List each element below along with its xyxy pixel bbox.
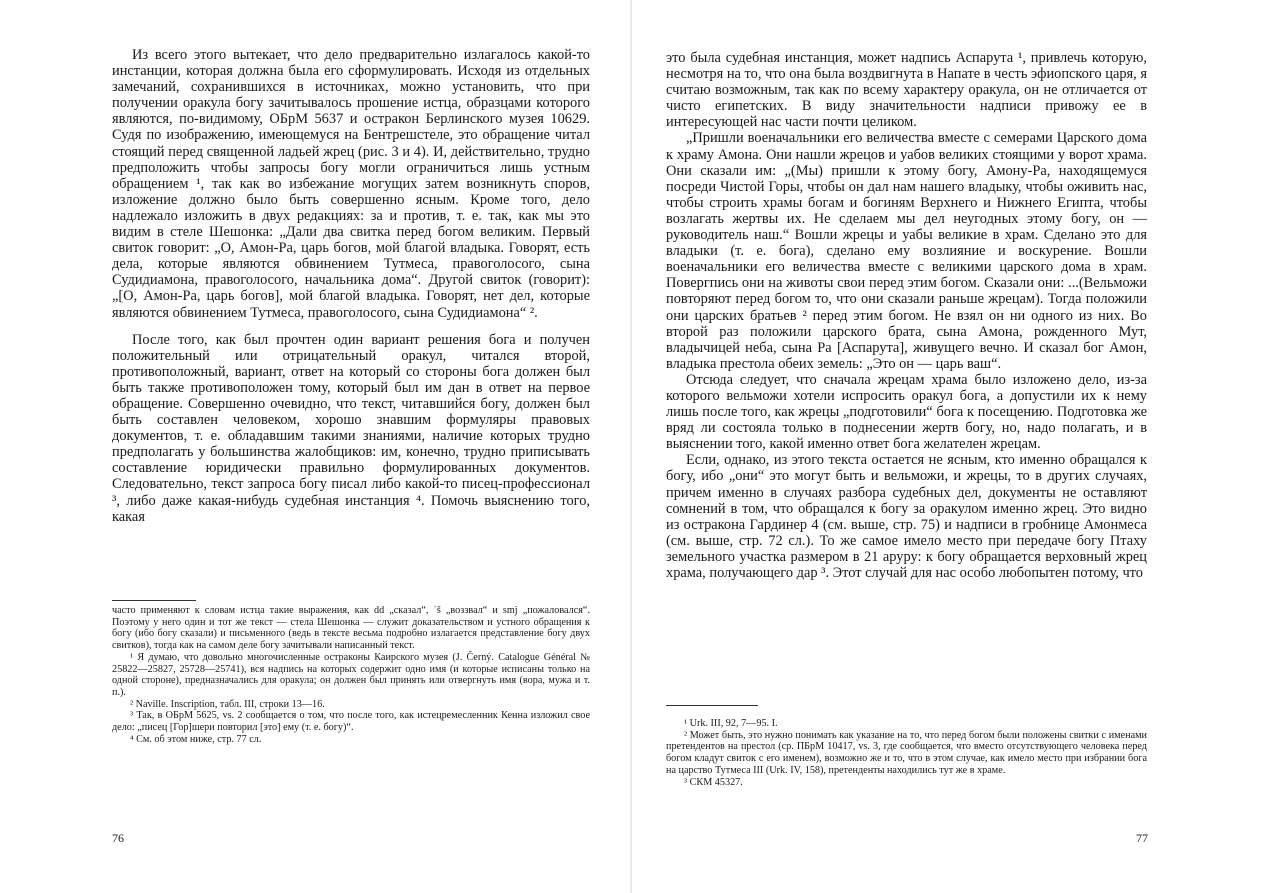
footnote: часто применяют к словам истца такие выражения, как dd „сказал“, ʿš „воззвал“ и smj „пожаловался“. Поэтому у него один и тот же текст — стела Шешонка — служит доказательством и устного обращения к богу (ибо богу сказали) и письменного (ведь в тексте весьма подробно излагается представление богу двух свитков), тогда как на самом деле богу зачитывали написанный текст. bbox=[112, 605, 590, 652]
footnote: ⁴ См. об этом ниже, стр. 77 сл. bbox=[130, 733, 262, 745]
footnote: ² Может быть, это нужно понимать как указание на то, что перед богом были положены свитки с именами претендентов на престол (ср. ПБрМ 10417, vs. 3, где сообщается, что вместо отсутствующего человека перед богом кладут свиток с его именем), возможно же и то, что в этом случае, как имело место при избрании бога на царство Тутмеса III (Urk. IV, 158), претенденты находились тут же в храме. bbox=[666, 729, 1147, 776]
footnote: ¹ Я думаю, что довольно многочисленные остраконы Каирского музея (J. Černý. Catalogue Général № 25822—25827, 25728—25741), вся надпись на которых содержит одно имя (и которые исписаны только на одной стороне), предназначались для оракула; он должен был принять или отвергнуть имя (вора, мужа и т. п.). bbox=[112, 651, 590, 698]
paragraph: После того, как был прочтен один вариант решения бога и получен положительный или отрицательный оракул, читался второй, противоположный, вариант, ответ на который со стороны бога должен был быть также противоположен тому, который был им дан в ответ на первое обращение. Совершенно очевидно, что текст, читавшийся богу, должен был быть составлен человеком, хорошо знавшим формуляры правовых документов, т. е. обладавшим такими знаниями, наличие которых трудно предполагать у большинства жалобщиков: им, конечно, трудно приписывать составление юридически правильно формулированных документов. Следовательно, текст запроса богу писал либо какой-то писец-профессионал ³, либо даже какая-нибудь судебная инстанция ⁴. Помочь выяснению того, какая bbox=[112, 331, 590, 525]
left-page bbox=[0, 0, 631, 893]
footnote-divider bbox=[112, 600, 196, 601]
paragraph: Из всего этого вытекает, что дело предварительно излагалось какой-то инстанции, которая должна была его сформулировать. Исходя из отдельных замечаний, сохранившихся в источниках, можно установить, что при получении оракула богу зачитывалось прошение истца, образцами которого являются, по-видимому, ОБрМ 5637 и остракон Берлинского музея 10629. Судя по изображению, имеющемуся на Бентрешстеле, это обращение читал стоящий перед священной ладьей жрец (рис. 3 и 4). И, действительно, трудно предположить чтобы запросы богу могли ограничиться лишь устным обращением ¹, так как во избежание могущих затем возникнуть споров, изложение должно было быть совершенно ясным. Кроме того, дело надлежало изложить в двух редакциях: за и против, т. е. так, как мы это видим в стеле Шешонка: „Дали два свитка перед богом великим. Первый свиток говорит: „О, Амон-Ра, царь богов, мой благой владыка. Говорят, есть дела, которые являются обвинением Тутмеса, правоголосого, сына Судидиамона, правоголосого, начальника дома“. Другой свиток (говорит): „[О, Амон-Ра, царь богов], мой благой владыка. Говорят, нет дел, которые являются обвинением Тутмеса, правоголосого, сына Судидиамона“ ². bbox=[112, 47, 590, 321]
right-page-footnotes bbox=[666, 718, 1147, 788]
paragraph: это была судебная инстанция, может надпись Аспарута ¹, привлечь которую, несмотря на то, что она была воздвигнута в Напате в честь эфиопского царя, я считаю возможным, так как по всему характеру оракула, он не отличается от чисто египетских. В виду значительности надписи привожу ее в интересующей нас части почти целиком. bbox=[666, 50, 1147, 131]
footnote: ³ Так, в ОБрМ 5625, vs. 2 сообщается о том, что после того, как истецремесленник Кенна изложил свое дело: „писец [Гор]шери повторил [это] ему (т. е. богу)“. bbox=[112, 710, 590, 734]
right-page-body bbox=[666, 50, 1147, 581]
footnote: ² Naville. Inscription, табл. III, строки 13—16. bbox=[130, 698, 325, 710]
page-number: 77 bbox=[1136, 831, 1148, 845]
left-page-footnotes bbox=[112, 605, 590, 745]
page-number: 76 bbox=[112, 831, 124, 845]
paragraph: Отсюда следует, что сначала жрецам храма было изложено дело, из-за которого вельможи хотели испросить оракул бога, а допустили их к нему лишь после того, как жрецы „подготовили“ бога к посещению. Подготовка же вряд ли состояла только в поднесении жертв богу, но, надо полагать, и в выяснении того, какой именно ответ бога желателен жрецам. bbox=[666, 371, 1147, 453]
paragraph: „Пришли военачальники его величества вместе с семерами Царского дома к храму Амона. Они нашли жрецов и уабов великих стоящими у ворот храма. Они сказали им: „(Мы) пришли к этому богу, Амону-Ра, находящемуся посреди Чистой Горы, чтобы он дал нам нашего владыку, чтобы оживить нас, чтобы строить храмы богам и богиням Верхнего и Нижнего Египта, чтобы возлагать жертвы их. Не сделаем мы дел неугодных этому богу, он — руководитель наш.“ Вошли жрецы и уабы великие в храм. Сделано это для владыки (т. е. бога), сделано ему возлияние и воскурение. Вошли военачальники его величества вместе с великими царского дома в храм. Повергпись они на животы свои перед этим богом. Сказали они: ...(Вельможи повторяют перед богом то, что они сказали раньше жрецам). Тогда положили они царских братьев ² перед этим богом. Не взял он ни одного из них. Во второй раз положили царского брата, сына Амона, рожденного Мут, владычицей неба, сына Ра [Аспарута], живущего вечно. И сказал бог Амон, владыка престола обеих земель: „Это он — царь ваш“. bbox=[666, 130, 1147, 372]
left-page-body bbox=[112, 47, 590, 525]
paragraph: Если, однако, из этого текста остается не ясным, кто именно обращался к богу, ибо „они“ это могут быть и вельможи, и жрецы, то в других случаях, причем именно в случаях разбора судебных дел, документы не оставляют сомнений в том, что обращался к богу за оракулом именно жрец. Это видно из остракона Гардинер 4 (см. выше, стр. 75) и надписи в гробнице Амонмеса (см. выше, стр. 72 сл.). То же самое имело место при передаче богу Птаху земельного участка размером в 21 аруру: к богу обращается верховный жрец храма, получающего дар ³. Этот случай для нас особо любопытен потому, что bbox=[666, 452, 1147, 581]
right-page bbox=[632, 0, 1263, 893]
footnote: ³ СКМ 45327. bbox=[684, 776, 743, 788]
footnote-divider bbox=[666, 705, 758, 706]
footnote: ¹ Urk. III, 92, 7—95. I. bbox=[684, 718, 778, 729]
